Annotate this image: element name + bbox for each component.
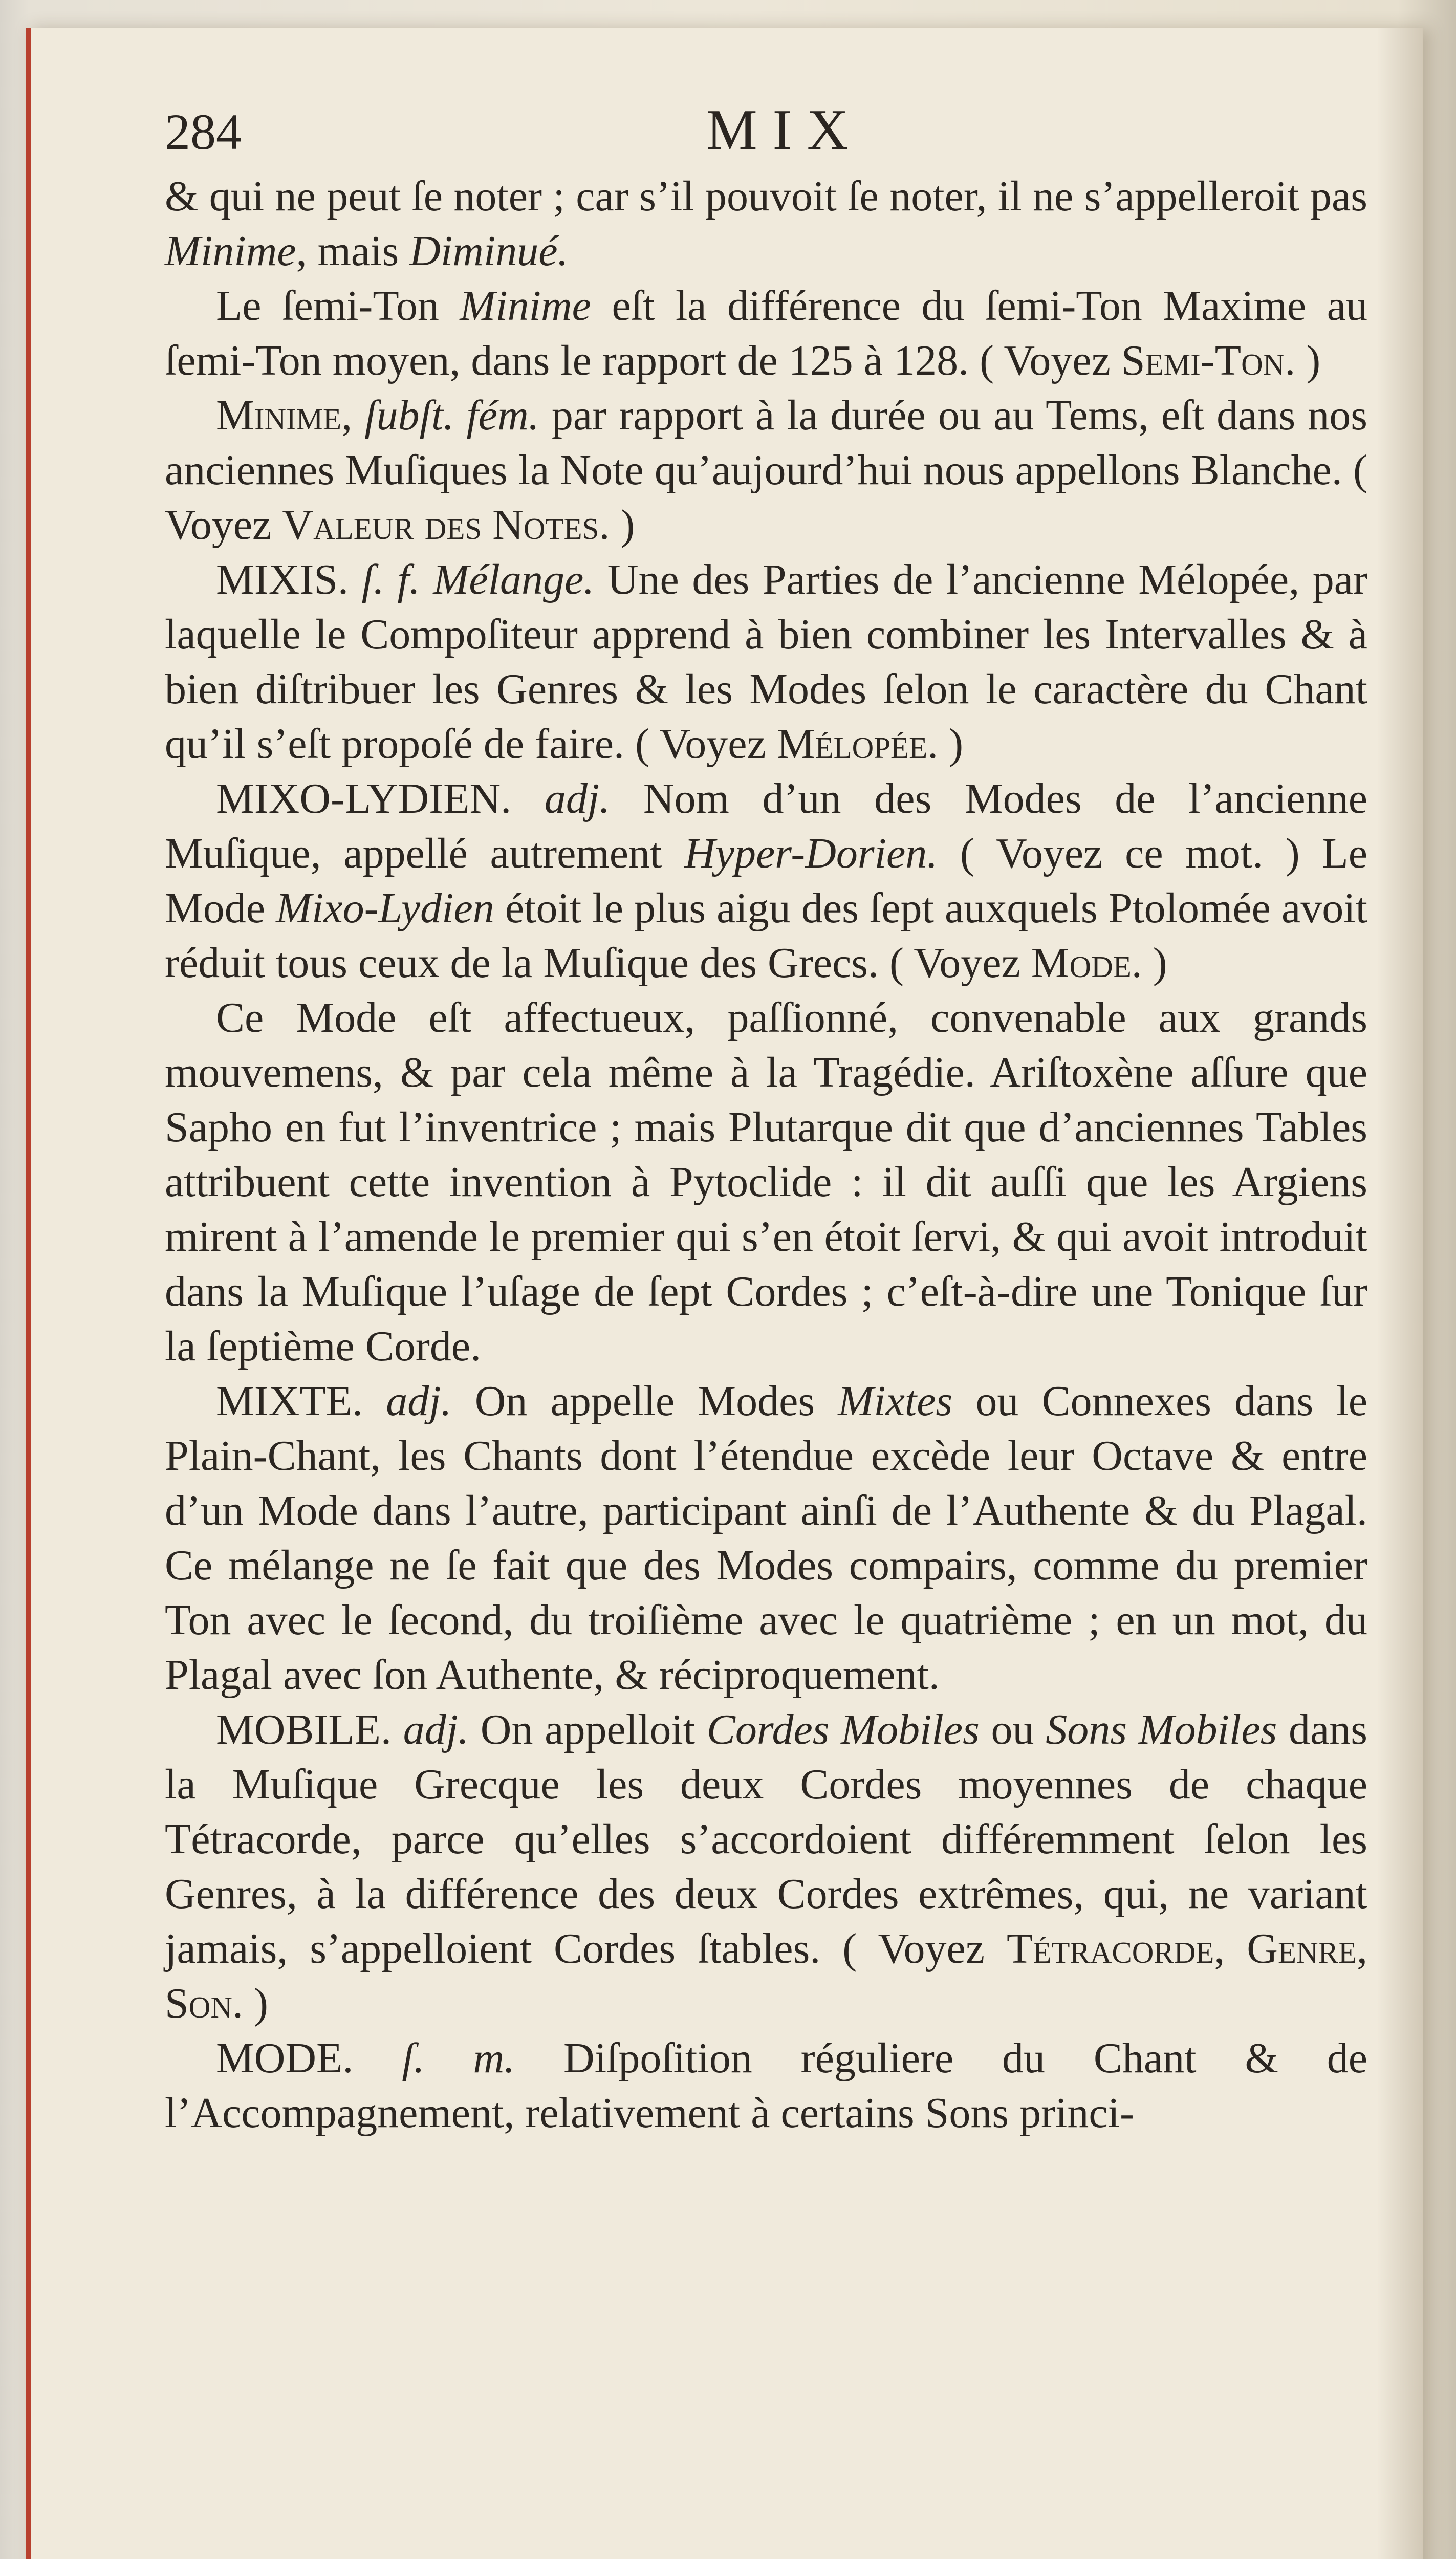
entry-mixis <box>165 552 1367 771</box>
text-segment: MIXTE. <box>216 1377 386 1425</box>
text-segment: Hyper-Dorien. <box>684 830 938 877</box>
text-segment: . ) <box>599 501 635 549</box>
text-segment: , mais <box>296 227 410 275</box>
dictionary-text-block <box>165 169 1367 2140</box>
entry-mobile <box>165 1702 1367 2031</box>
text-segment: . ) <box>927 720 964 768</box>
text-segment: Sons Mobiles <box>1046 1706 1277 1753</box>
text-segment: On appelloit <box>469 1706 707 1753</box>
text-segment: On appelle Modes <box>451 1377 838 1425</box>
text-segment: Cordes Mobiles <box>706 1706 980 1753</box>
text-segment: étoit le plus aigu des ſept auxquels Ptolomée avoit réduit tous ceux de la Muſique des Grecs. ( Voyez <box>165 884 1367 987</box>
text-segment: . ) <box>232 1980 268 2027</box>
text-segment: eſt la différence du ſemi-Ton Maxime au ſemi-Ton moyen, dans le rapport de 125 à 128. ( Voyez <box>165 282 1367 384</box>
text-segment: Une des Parties de l’ancienne Mélopée, par laquelle le Compoſiteur apprend à bien combiner les Intervalles & à bien diſtribuer les Genres & les Modes ſelon le caractère du Chant qu’il s’eſt propoſé de faire. ( Voyez <box>165 556 1367 768</box>
text-segment: Minime <box>165 227 296 275</box>
page-gutter-shadow <box>1377 28 1423 2559</box>
text-segment: Tétracorde, Genre, Son <box>165 1925 1368 2027</box>
text-segment: adj. <box>403 1706 469 1753</box>
text-segment: Ce Mode eſt affectueux, paſſionné, convenable aux grands mouvemens, & par cela même à la Tragédie. Ariſtoxène aſſure que Sapho en fut l’inventrice ; mais Plutarque dit que d’anciennes Tables attribuent cette invention à Pytoclide : il dit auſſi que les Argiens mirent à l’amende le premier qui s’en étoit ſervi, & qui avoit introduit dans la Muſique l’uſage de ſept Cordes ; c’eſt-à-dire une Tonique ſur la ſeptième Corde. <box>165 994 1367 1370</box>
text-segment: dans la Muſique Grecque les deux Cordes moyennes de chaque Tétracorde, parce qu’elles s’accordoient différemment ſelon les Genres, à la différence des deux Cordes extrêmes, qui, ne variant jamais, s’appelloient Cordes ſtables. ( Voyez <box>165 1706 1368 1972</box>
paragraph-continuation <box>165 169 1367 278</box>
text-segment: ou Connexes dans le Plain-Chant, les Chants dont l’étendue excède leur Octave & entre d’un Mode dans l’autre, participant ainſi de l’Authente & du Plagal. Ce mélange ne ſe fait que des Modes compairs, comme du premier Ton avec le ſecond, du troiſième avec le quatrième ; en un mot, du Plagal avec ſon Authente, & réciproquement. <box>165 1377 1367 1699</box>
text-segment: par rapport à la durée ou au Tems, eſt dans nos anciennes Muſiques la Note qu’aujourd’hui nous appellons Blanche. ( Voyez <box>165 392 1367 549</box>
running-head: MIX <box>706 98 864 162</box>
entry-mixte <box>165 1374 1367 1702</box>
text-segment: ( Voyez ce mot. ) Le Mode <box>165 830 1367 932</box>
text-segment: Mixo-Lydien <box>276 884 494 932</box>
text-segment: Diminué. <box>409 227 569 275</box>
text-segment: Mixtes <box>838 1377 953 1425</box>
page-number: 284 <box>165 103 242 160</box>
text-segment: Nom d’un des Modes de l’ancienne Muſique, appellé autrement <box>165 775 1367 877</box>
text-segment: Mode <box>1031 939 1132 987</box>
text-segment: Minime <box>460 282 591 330</box>
text-segment: Mélopée <box>776 720 928 768</box>
text-segment: ſ. m. <box>402 2034 515 2082</box>
entry-minime <box>165 388 1367 552</box>
text-segment: Minime <box>216 392 342 439</box>
text-segment: Diſpoſition réguliere du Chant & de l’Accompagnement, relativement à certains Sons princi- <box>165 2034 1367 2137</box>
text-segment: MODE. <box>216 2034 402 2082</box>
text-segment: ſ. f. Mélange. <box>361 556 595 603</box>
text-segment: , <box>341 392 365 439</box>
text-segment: MIXO-LYDIEN. <box>216 775 545 822</box>
text-segment: ſubſt. fém. <box>364 392 539 439</box>
entry-mixo-lydien <box>165 771 1367 990</box>
text-segment: MIXIS. <box>216 556 362 603</box>
text-segment: Le ſemi-Ton <box>216 282 460 330</box>
text-segment: . ) <box>1285 337 1321 384</box>
entry-mode <box>165 2031 1367 2140</box>
text-segment: ou <box>979 1706 1046 1753</box>
text-segment: MOBILE. <box>216 1706 403 1753</box>
text-segment: Semi-Ton <box>1121 337 1285 384</box>
paragraph-mode-affectueux <box>165 990 1367 1374</box>
text-segment: adj. <box>386 1377 452 1425</box>
text-segment: Valeur des Notes <box>282 501 599 549</box>
text-segment: . ) <box>1131 939 1167 987</box>
text-segment: & qui ne peut ſe noter ; car s’il pouvoit ſe noter, il ne s’appelleroit pas <box>165 172 1367 220</box>
text-segment: adj. <box>544 775 611 822</box>
paragraph-semi-ton-minime <box>165 278 1367 388</box>
